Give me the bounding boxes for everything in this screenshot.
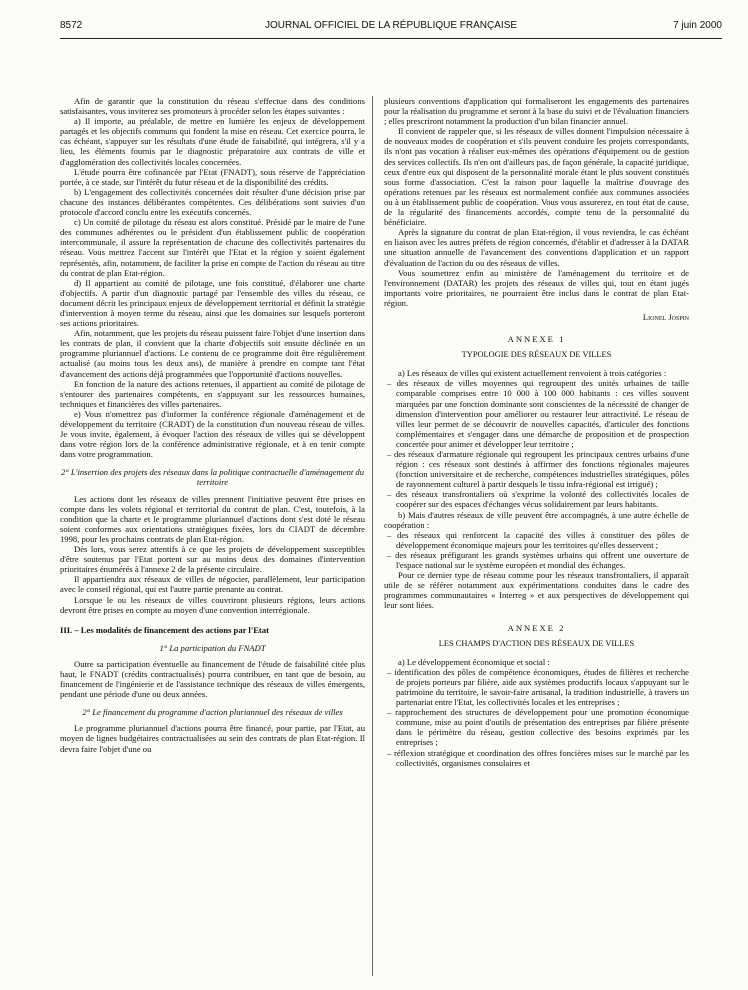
- left-column: [60, 96, 365, 754]
- paragraph: Pour ce dernier type de réseau comme pour les réseaux transfrontaliers, il apparaît utile de se référer notamment aux expérimentations conduites dans le cadre des programmes communautaires « Interreg » et aux perspectives de développement qui leur sont liées.: [384, 570, 689, 611]
- right-column: [384, 96, 689, 768]
- bullet-list: [384, 530, 689, 570]
- journal-title: JOURNAL OFFICIEL DE LA RÉPUBLIQUE FRANÇAISE: [264, 20, 518, 31]
- paragraph: Après la signature du contrat de plan Etat-région, il vous reviendra, le cas échéant en liaison avec les autres préfets de région concernés, d'établir et d'adresser à la DATAR une situation annuelle de l'avancement des conventions d'application et un rapport d'évaluation de l'action du ou des réseaux de villes.: [384, 227, 689, 268]
- annex-heading: ANNEXE 1: [507, 334, 566, 345]
- paragraph: Il convient de rappeler que, si les réseaux de villes donnent l'impulsion nécessaire à de nouveaux modes de coopération et s'ils peuvent conduire les projets correspondants, ils n'ont pas vocation à réaliser eux-mêmes des opérations d'équipement ou de gestion des services collectifs. Ils n'en ont d'ailleurs pas, de façon générale, la capacité juridique, ceux d'entre eux qui disposent de la personnalité morale étant le plus souvent constitués sous forme d'association. C'est la raison pour laquelle la maîtrise d'ouvrage des opérations retenues par les réseaux est normalement confiée aux communes associées ou à un établissement public de coopération. Vous vous assurerez, en tout état de cause, de la régularité des financements accordés, compte tenu de la personnalité du bénéficiaire.: [384, 126, 689, 228]
- column-divider: [372, 96, 373, 976]
- paragraph: d) Il appartient au comité de pilotage, une fois constitué, d'élaborer une charte d'objectifs. A partir d'un diagnostic partagé par l'ensemble des villes du réseau, ce document décrit les principaux enjeux de développement territorial et définit la stratégie d'intervention à moyen terme du réseau, ainsi que les domaines sur lesquels porteront ses actions prioritaires.: [60, 277, 365, 329]
- paragraph: a) Il importe, au préalable, de mettre en lumière les enjeux de développement partagés et les objectifs communs qui fondent la mise en réseau. Cet exercice pourra, le cas échéant, s'appuyer sur les résultats d'une étude de faisabilité, qui intégrera, s'il y a lieu, les éléments fournis par le diagnostic préparatoire aux contrats de ville et d'agglomération des collectivités locales concernées.: [60, 116, 365, 167]
- paragraph: c) Un comité de pilotage du réseau est alors constitué. Présidé par le maire de l'une des communes adhérentes ou le président d'un établissement public de coopération intercommunale, il assure la représentation de chacune des collectivités partenaires du réseau. Vous mettrez l'accent sur l'intérêt que l'Etat et la région y soient également représentés, afin, notamment, de faciliter la prise en compte de l'action du réseau au titre du contrat de plan Etat-région.: [60, 217, 365, 278]
- paragraph: e) Vous n'omettrez pas d'informer la conférence régionale d'aménagement et de développement du territoire (CRADT) de la constitution d'un nouveau réseau de villes. Je vous invite, également, à évoquer l'action des réseaux de villes qui se développent dans votre région lors de la conférence administrative régionale, et à en tenir compte dans votre programmation.: [60, 408, 365, 460]
- page-header: [60, 20, 722, 39]
- paragraph: Outre sa participation éventuelle au financement de l'étude de faisabilité citée plus haut, le FNADT (crédits contractualisés) pourra contribuer, en tant que de besoin, au financement de l'ingénierie et de l'assistance technique des réseaux de villes émergents, pendant une période d'une ou deux années.: [60, 658, 365, 700]
- annex-title: TYPOLOGIE DES RÉSEAUX DE VILLES: [461, 350, 612, 360]
- list-item: – des réseaux d'armature régionale qui regroupent les principaux centres urbains d'une région : ces réseaux sont destinés à affirmer des fonctions régionales majeures (fonction universitaire et de recherche, compétences industrielles stratégiques, pôles de rayonnement culturel à partir desquels le tissu infra-régional est irrigué) ;: [387, 449, 690, 490]
- annex-title: LES CHAMPS D'ACTION DES RÉSEAUX DE VILLES: [438, 638, 635, 648]
- page-number: 8572: [60, 20, 83, 31]
- bullet-list: [384, 378, 689, 509]
- subsection-heading: 2° Le financement du programme d'action pluriannuel des réseaux de villes: [82, 707, 343, 718]
- list-item: – rapprochement des structures de développement pour une promotion économique commune, mise au point d'outils de présentation des entreprises par filière présente dans le périmètre du réseau, gestion collective des besoins exprimés par les entreprises ;: [387, 707, 689, 748]
- bullet-list: [384, 667, 689, 768]
- paragraph: b) L'engagement des collectivités concernées doit résulter d'une décision prise par chacune des instances délibérantes compétentes. Ces délibérations sont suivies d'un protocole d'accord conclu entre les exécutifs concernés.: [60, 186, 365, 218]
- paragraph: Dès lors, vous serez attentifs à ce que les projets de développement susceptibles d'être soutenus par l'Etat portent sur au moins deux des domaines d'intervention prioritaires énumérés à l'annexe 2 de la présente circulaire.: [60, 544, 365, 575]
- paragraph: plusieurs conventions d'application qui formaliseront les engagements des partenaires pour la réalisation du programme et seront à la base du suivi et de l'évaluation financiers ; elles prescriront notamment la production d'un bilan financier annuel.: [384, 96, 689, 127]
- list-item: – des réseaux de villes moyennes qui regroupent des unités urbaines de taille comparable comprises entre 10 000 à 100 000 habitants : ces villes souvent marquées par une fonction dominante sont conscientes de la nécessité de changer de dimension d'intervention pour améliorer ou restaurer leur attractivité. Le réseau de villes leur permet de se découvrir de nouvelles capacités, d'articuler des fonctions complémentaires et s'engager dans une démarche de proposition et de prospection concertée pour animer et développer leur territoire ;: [387, 378, 689, 449]
- paragraph: Afin, notamment, que les projets du réseau puissent faire l'objet d'une insertion dans les contrats de plan, il convient que la charte d'objectifs soit ensuite déclinée en un programme pluriannuel d'actions. Le contenu de ce programme doit être régulièrement actualisé (au moins tous les deux ans), de manière à prendre en compte tant l'état d'avancement des actions déjà programmées que l'opportunité d'actions nouvelles.: [60, 328, 365, 379]
- list-item: – des réseaux préfigurant les grands systèmes urbains qui offrent une ouverture de l'espace national sur le système européen et mondial des échanges.: [387, 549, 689, 571]
- publication-date: 7 juin 2000: [673, 20, 722, 31]
- list-item: – des réseaux transfrontaliers où s'exprime la volonté des collectivités locales de coopérer sur des espaces d'échanges vécus solidairement par leurs habitants.: [387, 489, 689, 510]
- subsection-heading: 2° L'insertion des projets des réseaux dans la politique contractuelle d'aménagement du territoire: [61, 467, 364, 488]
- paragraph: Le programme pluriannuel d'actions pourra être financé, pour partie, par l'Etat, au moyen de lignes budgétaires contractualisées au sein des contrats de plan Etat-région. Il devra faire l'objet d'une ou: [60, 723, 365, 754]
- annex-heading: ANNEXE 2: [507, 622, 566, 633]
- list-item: – réflexion stratégique et coordination des offres foncières mises sur le marché par les collectivités, organismes consulaires et: [387, 747, 689, 768]
- paragraph: a) Les réseaux de villes qui existent actuellement renvoient à trois catégories :: [398, 368, 667, 379]
- paragraph: Afin de garantir que la constitution du réseau s'effectue dans des conditions satisfaisantes, vous inviterez ses promoteurs à procéder selon les étapes suivantes :: [60, 96, 365, 117]
- paragraph: Vous soumettrez enfin au ministère de l'aménagement du territoire et de l'environnement (DATAR) les projets des réseaux de villes qui, tout en étant jugés importants voire prioritaires, ne pourraient être inclus dans le contrat de plan Etat-région.: [384, 267, 689, 308]
- paragraph: L'étude pourra être cofinancée par l'Etat (FNADT), sous réserve de l'appréciation portée, à ce stade, sur l'intérêt du futur réseau et de la disponibilité des crédits.: [60, 166, 365, 187]
- signature: Lionel Jospin: [642, 311, 689, 322]
- paragraph: Il appartiendra aux réseaux de villes de négocier, parallèlement, leur participation avec le conseil régional, qui est l'autre partie prenante au contrat.: [60, 574, 365, 595]
- paragraph: En fonction de la nature des actions retenues, il appartient au comité de pilotage de s'entourer des partenaires compétents, en s'appuyant sur les ressources humaines, techniques et financières des villes partenaires.: [60, 378, 365, 409]
- paragraph: Les actions dont les réseaux de villes prennent l'initiative peuvent être prises en compte dans les volets régional et territorial du contrat de plan. C'est, toutefois, à la condition que la charte et le programme pluriannuel d'actions dont s'est doté le réseau soient conformes aux orientations stratégiques fixées, lors du CIADT de décembre 1998, pour les prochains contrats de plan Etat-région.: [60, 493, 365, 544]
- paragraph: b) Mais d'autres réseaux de ville peuvent être accompagnés, à une autre échelle de coopération :: [384, 509, 689, 530]
- list-item: – identification des pôles de compétence économiques, études de filières et recherche de projets porteurs par filière, aide aux systèmes productifs locaux s'appuyant sur le patrimoine du territoire, le savoir-faire artisanal, la tradition industrielle, à travers un partenariat entre l'Etat, les collectivités locales et les entreprises ;: [387, 666, 689, 708]
- paragraph: Lorsque le ou les réseaux de villes couvriront plusieurs régions, leurs actions devront être prises en compte au moyen d'une convention interrégionale.: [60, 594, 365, 615]
- subsection-heading: 1° La participation du FNADT: [159, 642, 266, 653]
- section-heading: III. – Les modalités de financement des actions par l'Etat: [60, 624, 269, 635]
- paragraph: a) Le développement économique et social :: [398, 656, 550, 667]
- list-item: – des réseaux qui renforcent la capacité des villes à constituer des pôles de développement économique majeurs pour les territoires qu'elles desservent ;: [387, 529, 689, 550]
